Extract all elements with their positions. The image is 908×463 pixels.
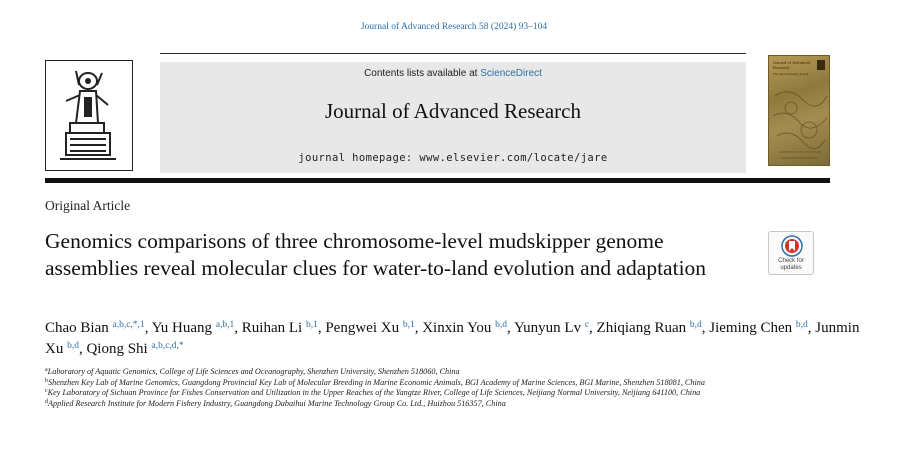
check-updates-line2: updates xyxy=(780,264,802,271)
author-separator: , xyxy=(701,320,710,336)
journal-cover-image xyxy=(768,55,830,166)
author-name[interactable]: Ruihan Li xyxy=(241,320,303,336)
author-affiliation-marks[interactable]: a,b,c,d,* xyxy=(151,341,184,351)
author-name[interactable]: Xinxin You xyxy=(422,320,492,336)
author-name[interactable]: Zhiqiang Ruan xyxy=(596,320,687,336)
author-separator: , xyxy=(414,320,423,336)
author-affiliation-marks[interactable]: b,d xyxy=(689,320,702,330)
author-separator: , xyxy=(317,320,326,336)
affiliation-key: a xyxy=(45,367,48,373)
author-name[interactable]: Jieming Chen xyxy=(709,320,793,336)
author-name[interactable]: Chao Bian xyxy=(45,320,109,336)
affiliation-item xyxy=(45,399,845,410)
article-type: Original Article xyxy=(45,198,131,213)
affiliation-text: Shenzhen Key Lab of Marine Genomics, Guangdong Provincial Key Lab of Molecular Breeding in Marine Economic Animals, BGI Academy of Marine Sciences, BGI Marine, Shenzhen 518081, China xyxy=(48,377,705,387)
article-title: Genomics comparisons of three chromosome-level mudskipper genome assemblies reveal molecular clues for water-to-land evolution and adaptation xyxy=(45,229,707,280)
author-name[interactable]: Qiong Shi xyxy=(86,341,148,357)
affiliation-item xyxy=(45,388,845,399)
journal-title: Journal of Advanced Research xyxy=(325,99,581,123)
sciencedirect-link[interactable]: ScienceDirect xyxy=(480,68,542,79)
author-name[interactable]: Junmin Xu xyxy=(45,320,860,357)
author-affiliation-marks[interactable]: b,1 xyxy=(305,320,318,330)
author-separator: , xyxy=(807,320,816,336)
author-separator: , xyxy=(78,341,87,357)
seated-scribe-logo-icon xyxy=(46,61,131,169)
author-list xyxy=(45,318,875,360)
crossmark-icon xyxy=(781,235,803,257)
journal-reference[interactable]: Journal of Advanced Research 58 (2024) 93–104 xyxy=(360,22,548,32)
affiliation-key: b xyxy=(45,377,48,384)
affiliation-list xyxy=(45,367,845,409)
journal-logo xyxy=(45,60,133,171)
contents-prefix: Contents lists available at xyxy=(364,68,481,79)
author-affiliation-marks[interactable]: b,d xyxy=(795,320,808,330)
affiliation-text: Laboratory of Aquatic Genomics, College of Life Sciences and Oceanography, Shenzhen University, Shenzhen 518060, China xyxy=(47,367,460,376)
affiliation-item xyxy=(45,378,845,389)
top-divider xyxy=(160,53,746,54)
author-affiliation-marks[interactable]: b,d xyxy=(67,341,79,351)
author-separator: , xyxy=(589,320,597,336)
author-affiliation-marks[interactable]: b,1 xyxy=(402,320,415,330)
contents-availability xyxy=(160,68,746,79)
author-separator: , xyxy=(144,320,152,336)
check-updates-line1: Check for xyxy=(778,258,804,264)
cover-title: Journal of Advanced Research xyxy=(773,60,811,70)
author-name[interactable]: Yunyun Lv xyxy=(513,320,582,336)
author-name[interactable]: Yu Huang xyxy=(151,320,213,336)
journal-header-band xyxy=(160,62,746,173)
header-divider xyxy=(45,178,830,183)
journal-homepage[interactable]: journal homepage: www.elsevier.com/locate/jare xyxy=(298,152,608,164)
author-affiliation-marks[interactable]: c xyxy=(584,320,590,330)
cover-subtitle: The Cairo University Journal xyxy=(773,72,809,76)
author-affiliation-marks[interactable]: a,b,1 xyxy=(215,320,235,330)
affiliation-key: c xyxy=(45,388,48,395)
cover-artwork-icon xyxy=(769,56,830,166)
affiliation-text: Key Laboratory of Sichuan Province for Fishes Conservation and Utilization in the Upper Reaches of the Yangtze River, College of Life Sciences, Neijiang Normal University, Neijiang 641100, China xyxy=(47,388,701,398)
author-affiliation-marks[interactable]: a,b,c,*,1 xyxy=(112,320,145,330)
author-affiliation-marks[interactable]: b,d xyxy=(495,320,508,330)
check-for-updates-button[interactable] xyxy=(768,231,814,275)
author-name[interactable]: Pengwei Xu xyxy=(325,320,400,336)
author-separator: , xyxy=(507,320,514,336)
author-separator: , xyxy=(234,320,242,336)
affiliation-key: d xyxy=(45,398,48,405)
affiliation-text: Applied Research Institute for Modern Fishery Industry, Guangdong Dabaihui Marine Technology Group Co. Ltd., Huizhou 516357, China xyxy=(48,398,506,408)
affiliation-item xyxy=(45,367,845,378)
check-updates-label xyxy=(769,258,813,271)
